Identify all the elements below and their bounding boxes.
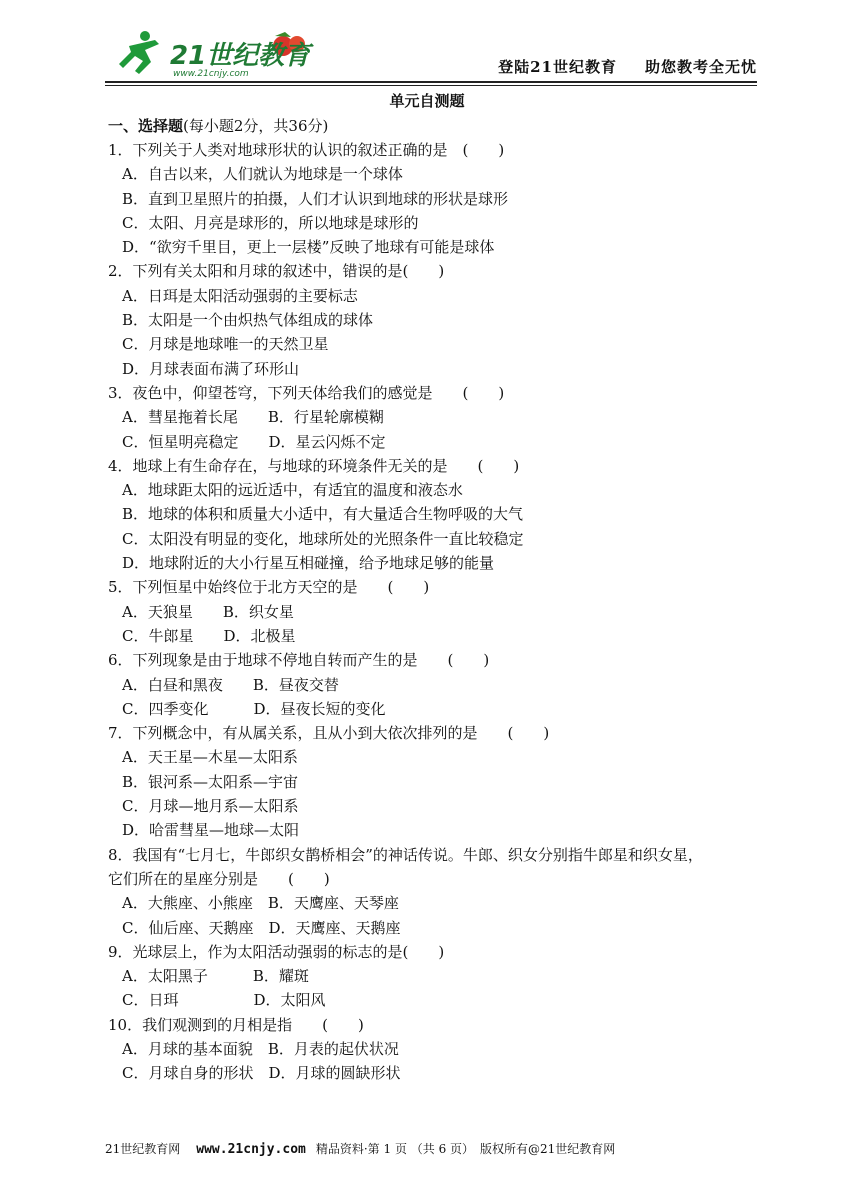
slogan-right: 助您教考全无忧 [644, 58, 757, 76]
answer-option: A．白昼和黑夜 B．昼夜交替 [122, 675, 339, 694]
answer-option: C．月球自身的形状 D．月球的圆缺形状 [122, 1064, 401, 1083]
page-footer [105, 1140, 757, 1157]
question-stem: 10．我们观测到的月相是指 ( ) [108, 1015, 364, 1034]
answer-option: A．月球的基本面貌 B．月表的起伏状况 [122, 1039, 399, 1058]
answer-option: D．地球附近的大小行星互相碰撞，给予地球足够的能量 [122, 554, 495, 573]
question-item [108, 648, 758, 721]
section-heading [108, 114, 758, 138]
question-item [108, 454, 758, 575]
answer-option: A．大熊座、小熊座 B．天鹰座、天琴座 [122, 894, 399, 913]
question-stem: 3．夜色中，仰望苍穹，下列天体给我们的感觉是 ( ) [108, 383, 505, 402]
question-stem: 8．我国有“七月七，牛郎织女鹊桥相会”的神话传说。牛郎、织女分别指牛郎星和织女星， [108, 845, 703, 864]
question-stem: 4．地球上有生命存在，与地球的环境条件无关的是 ( ) [108, 456, 520, 475]
answer-option: A．彗星拖着长尾 B．行星轮廓模糊 [122, 408, 384, 427]
answer-option: C．月球—地月系—太阳系 [122, 797, 299, 816]
answer-option: C．太阳没有明显的变化，地球所处的光照条件一直比较稳定 [122, 529, 524, 548]
footer-site: www.21cnjy.com [196, 1142, 306, 1157]
answer-option: A．太阳黑子 B．耀斑 [122, 967, 309, 986]
answer-option: C．月球是地球唯一的天然卫星 [122, 335, 329, 354]
answer-option: C．太阳、月亮是球形的，所以地球是球形的 [122, 213, 419, 232]
question-item [108, 843, 758, 940]
answer-option: A．自古以来，人们就认为地球是一个球体 [122, 165, 403, 184]
answer-option: A．地球距太阳的远近适中，有适宜的温度和液态水 [122, 481, 463, 500]
question-item [108, 940, 758, 1013]
question-stem: 7．下列概念中，有从属关系，且从小到大依次排列的是 ( ) [108, 724, 550, 743]
question-stem: 9．光球层上，作为太阳活动强弱的标志的是( ) [108, 942, 445, 961]
page-title: 单元自测题 [389, 92, 465, 110]
answer-option: C．日珥 D．太阳风 [122, 991, 326, 1010]
question-stem-continued: 它们所在的星座分别是 ( ) [108, 869, 330, 888]
answer-option: B．太阳是一个由炽热气体组成的球体 [122, 311, 374, 330]
footer-copyright: 版权所有@21世纪教育网 [480, 1142, 616, 1156]
question-item [108, 575, 758, 648]
header-divider-thin [105, 85, 757, 86]
answer-option: A．日珥是太阳活动强弱的主要标志 [122, 286, 358, 305]
answer-option: D．“欲穷千里目，更上一层楼”反映了地球有可能是球体 [122, 238, 495, 257]
answer-option: B．地球的体积和质量大小适中，有大量适合生物呼吸的大气 [122, 505, 524, 524]
answer-option: A．天狼星 B．织女星 [122, 602, 294, 621]
slogan-left: 登陆21世纪教育 [498, 58, 617, 76]
section-title: 一、选择题 [108, 117, 184, 135]
header-slogan [498, 56, 757, 77]
exam-content [108, 88, 758, 1086]
answer-option: D．月球表面布满了环形山 [122, 359, 300, 378]
page-header [105, 28, 757, 82]
section-score-note: (每小题2分，共36分) [183, 117, 329, 135]
footer-left: 21世纪教育网 [105, 1142, 181, 1156]
site-logo [115, 28, 315, 80]
question-list [108, 138, 758, 1086]
answer-option: C．恒星明亮稳定 D．星云闪烁不定 [122, 432, 386, 451]
answer-option: A．天王星—木星—太阳系 [122, 748, 298, 767]
question-stem: 6．下列现象是由于地球不停地自转而产生的是 ( ) [108, 651, 490, 670]
question-stem: 2．下列有关太阳和月球的叙述中，错误的是( ) [108, 262, 445, 281]
logo-title: 21世纪教育 [170, 41, 311, 71]
question-item [108, 721, 758, 842]
question-item [108, 381, 758, 454]
question-stem: 5．下列恒星中始终位于北方天空的是 ( ) [108, 578, 430, 597]
question-stem: 1．下列关于人类对地球形状的认识的叙述正确的是 ( ) [108, 141, 505, 159]
answer-option: C．四季变化 D．昼夜长短的变化 [122, 699, 386, 718]
answer-option: C．牛郎星 D．北极星 [122, 626, 296, 645]
answer-option: B．直到卫星照片的拍摄，人们才认识到地球的形状是球形 [122, 189, 509, 208]
answer-option: B．银河系—太阳系—宇宙 [122, 772, 299, 791]
answer-option: C．仙后座、天鹅座 D．天鹰座、天鹅座 [122, 918, 401, 937]
logo-url: www.21cnjy.com [173, 69, 249, 79]
question-item [108, 1013, 758, 1086]
answer-option: D．哈雷彗星—地球—太阳 [122, 821, 300, 840]
footer-page-info: 精品资料·第 1 页 （共 6 页） [315, 1142, 475, 1156]
question-item [108, 259, 758, 380]
header-divider [105, 81, 757, 83]
question-item [108, 138, 758, 259]
running-figure-icon [119, 31, 159, 74]
